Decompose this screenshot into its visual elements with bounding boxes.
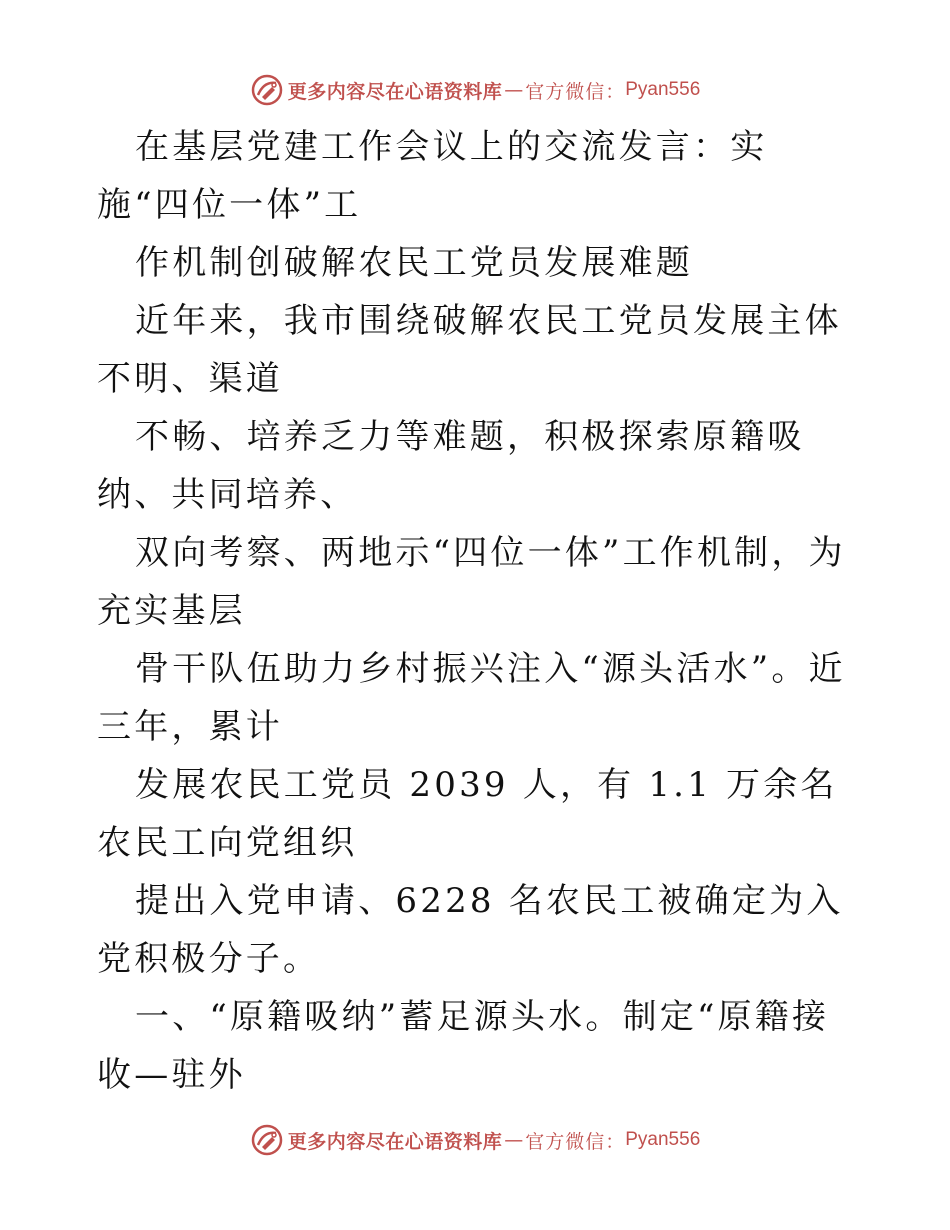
- doc-line-title-1: 在基层党建工作会议上的交流发言：实施“四位一体”工: [97, 127, 768, 225]
- footer-wechat-label: 官方微信：: [525, 1130, 626, 1153]
- footer-brand-text: 更多内容尽在心语资料库: [287, 1130, 503, 1153]
- header-wechat-label: 官方微信：: [525, 80, 626, 103]
- doc-line-3: 近年来，我市围绕破解农民工党员发展主体不明、渠道: [97, 301, 842, 399]
- doc-line-9: 一、“原籍吸纳”蓄足源头水。制定“原籍接收—驻外: [97, 997, 830, 1095]
- header-dash: —: [504, 79, 524, 101]
- header-brand-text: 更多内容尽在心语资料库: [287, 80, 503, 103]
- brand-logo-icon: [250, 1123, 284, 1157]
- brand-logo-icon: [250, 73, 284, 107]
- doc-line-6: 骨干队伍助力乡村振兴注入“源头活水”。近三年，累计: [97, 649, 846, 747]
- footer-banner: [0, 1120, 950, 1160]
- doc-line-7: 发展农民工党员 2039 人，有 1.1 万余名农民工向党组织: [97, 765, 838, 863]
- doc-line-5: 双向考察、两地示“四位一体”工作机制，为充实基层: [97, 533, 846, 631]
- doc-line-8: 提出入党申请、6228 名农民工被确定为入党积极分子。: [97, 881, 844, 979]
- footer-dash: —: [504, 1129, 524, 1151]
- header-banner: [0, 70, 950, 110]
- footer-wechat-id: Pyan556: [625, 1129, 701, 1150]
- doc-line-title-2: 作机制创破解农民工党员发展难题: [135, 243, 693, 283]
- doc-line-4: 不畅、培养乏力等难题，积极探索原籍吸纳、共同培养、: [97, 417, 805, 515]
- header-wechat-id: Pyan556: [625, 79, 701, 100]
- document-body: [97, 118, 857, 1104]
